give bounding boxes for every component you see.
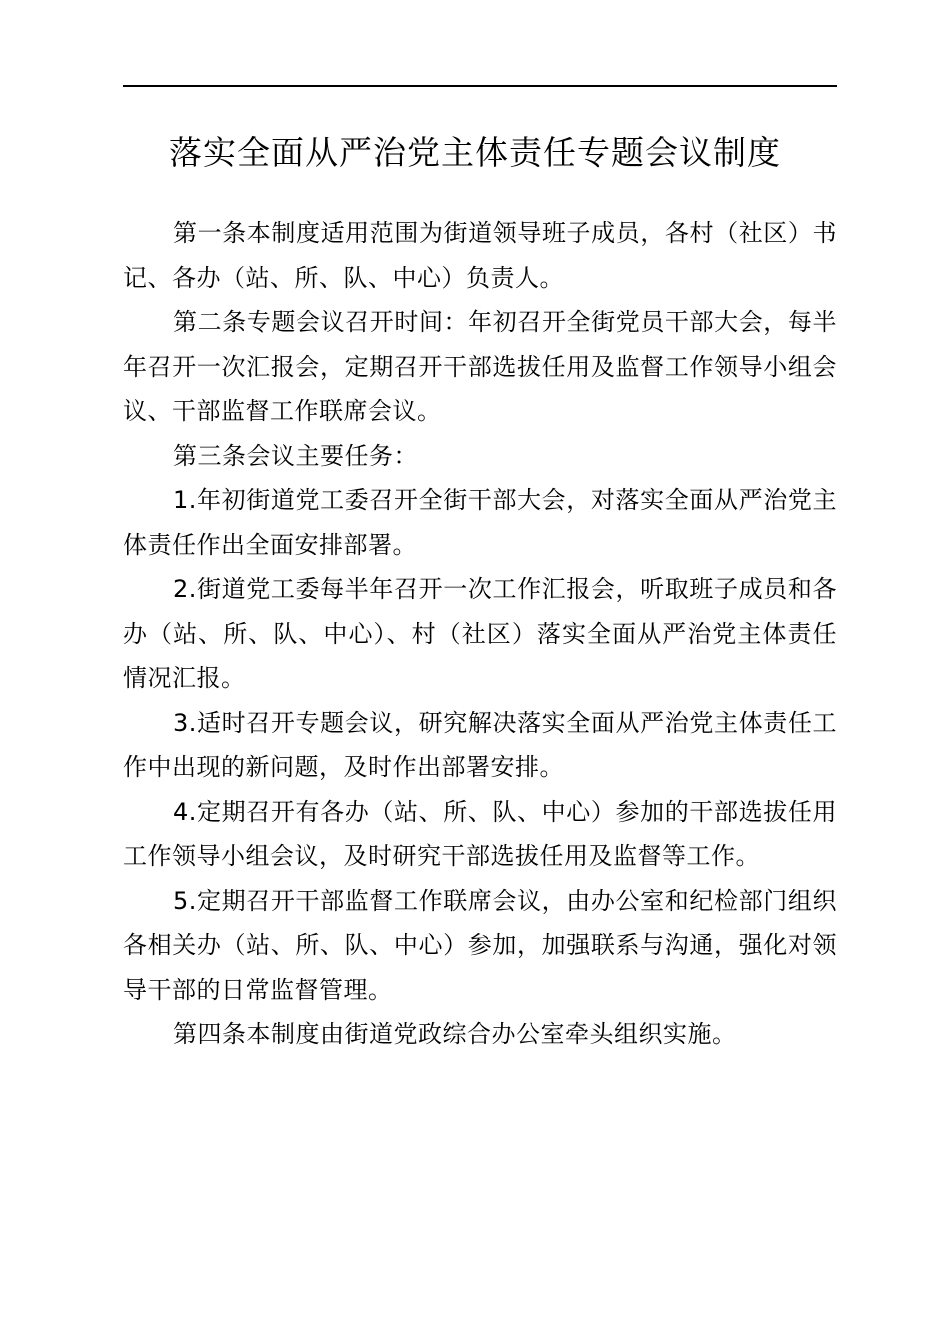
document-title: 落实全面从严治党主体责任专题会议制度 <box>169 133 781 172</box>
task-item-2: 2.街道党工委每半年召开一次工作汇报会，听取班子成员和各办（站、所、队、中心）、村（社区）落实全面从严治党主体责任情况汇报。 <box>123 575 837 692</box>
task-item-4: 4.定期召开有各办（站、所、队、中心）参加的干部选拔任用工作领导小组会议，及时研究干部选拔任用及监督等工作。 <box>123 797 837 870</box>
document-body <box>123 211 837 1057</box>
header-rule <box>123 85 837 87</box>
article-2-paragraph: 第二条专题会议召开时间：年初召开全街党员干部大会，每半年召开一次汇报会，定期召开干部选拔任用及监督工作领导小组会议、干部监督工作联席会议。 <box>123 308 837 425</box>
article-4-paragraph: 第四条本制度由街道党政综合办公室牵头组织实施。 <box>173 1020 737 1048</box>
task-item-3: 3.适时召开专题会议，研究解决落实全面从严治党主体责任工作中出现的新问题，及时作出部署安排。 <box>123 708 837 781</box>
task-item-5: 5.定期召开干部监督工作联席会议，由办公室和纪检部门组织各相关办（站、所、队、中心）参加，加强联系与沟通，强化对领导干部的日常监督管理。 <box>123 886 837 1004</box>
article-1-paragraph: 第一条本制度适用范围为街道领导班子成员，各村（社区）书记、各办（站、所、队、中心）负责人。 <box>123 219 837 292</box>
task-item-1: 1.年初街道党工委召开全街干部大会，对落实全面从严治党主体责任作出全面安排部署。 <box>123 486 837 559</box>
article-3-heading: 第三条会议主要任务： <box>173 441 418 470</box>
